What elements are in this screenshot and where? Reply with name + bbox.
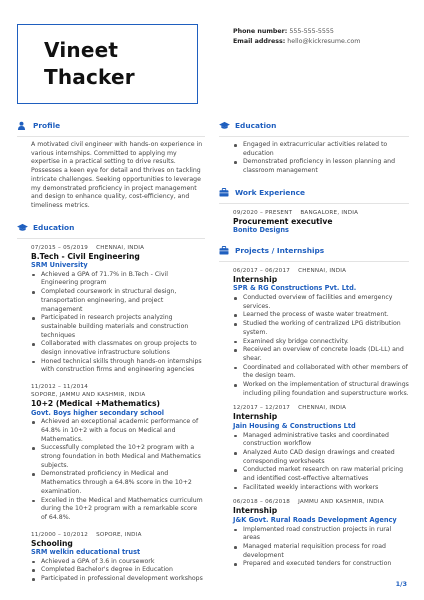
entry-org: SRM welkin educational trust [31, 548, 141, 557]
bullet-item: Studied the working of centralized LPG distribution system. [233, 320, 409, 337]
bullet-item: Learned the process of waste water treatment. [233, 311, 409, 320]
bullet-item: Examined sky bridge connectivity. [233, 338, 409, 347]
bullet-item: Achieved a GPA of 71.7% in B.Tech - Civil Engineering program [31, 271, 205, 288]
entry-meta [233, 498, 409, 506]
entry-title: Schooling [31, 538, 73, 548]
education-entry [17, 531, 205, 584]
projects-section-header [219, 244, 409, 257]
entry-meta [31, 531, 205, 539]
entry-location: CHENNAI, INDIA [96, 244, 145, 251]
entry-bullets [233, 432, 409, 493]
entry-org: Jain Housing & Constructions Ltd [233, 421, 356, 430]
profile-section-header [17, 119, 205, 132]
bullet-item: Demonstrated proficiency in Medical and Mathematics through a 64.8% score in the 10+2 examination. [31, 470, 205, 496]
entry-title: Internship [233, 412, 278, 422]
bullet-item: Engaged in extracurricular activities related to education [233, 141, 409, 158]
divider [219, 203, 409, 204]
entry-location: SOPORE, INDIA [96, 531, 142, 538]
bullet-item: Conducted market research on raw material pricing and identified cost-effective alternatives [233, 466, 409, 483]
section-title: Work Experience [235, 187, 306, 197]
bullet-item: Coordinated and collaborated with other members of the design team. [233, 364, 409, 381]
entry-location: SOPORE, JAMMU AND KASHMIR, INDIA [31, 392, 146, 399]
bullet-item: Participated in professional development workshops [31, 575, 205, 584]
project-entry [219, 404, 409, 492]
entry-bullets [233, 526, 409, 570]
entry-bullets [31, 418, 205, 522]
project-entry [219, 498, 409, 569]
contact-email [233, 37, 360, 47]
contact-phone [233, 27, 360, 37]
bullet-item: Successfully completed the 10+2 program with a strong foundation in both Medical and Mathematics subjects. [31, 444, 205, 470]
first-name: Vineet [44, 38, 119, 62]
entry-location: BANGALORE, INDIA [300, 209, 359, 216]
entry-dates: 11/2000 – 10/2012 [31, 531, 89, 538]
entry-location: CHENNAI, INDIA [298, 405, 347, 412]
entry-location: CHENNAI, INDIA [298, 267, 347, 274]
profile-text: A motivated civil engineer with hands-on experience in various internships. Committed to applying my expertise in a practical setting to drive results. Possesses a keen eye for detail and thrives on tackling intricate challenges. Seeking opportunities to leverage my demonstrated proficiency in project management and design to enhance quality, cost-efficiency, and timeliness metrics. [31, 141, 203, 209]
entry-title: Internship [233, 506, 278, 516]
entry-dates: 09/2020 – PRESENT [233, 209, 293, 216]
left-column [17, 119, 205, 584]
divider [17, 238, 205, 239]
person-icon [17, 121, 31, 130]
bullet-item: Managed material requisition process for road development [233, 543, 409, 560]
contact-info [233, 27, 360, 47]
contact-label: Phone number: [233, 28, 288, 35]
bullet-item: Conducted overview of facilities and emergency services. [233, 294, 409, 311]
contact-value[interactable]: hello@kickresume.com [287, 38, 361, 45]
divider [219, 136, 409, 137]
entry-dates: 06/2018 – 06/2018 [233, 499, 291, 506]
entry-org: SRM University [31, 261, 88, 270]
entry-bullets [233, 294, 409, 398]
section-title: Profile [33, 121, 61, 130]
right-column [219, 119, 409, 569]
entry-bullets [31, 271, 205, 375]
entry-dates: 12/2017 – 12/2017 [233, 405, 291, 412]
bullet-item: Worked on the implementation of structural drawings including piling foundation and superstructure works. [233, 381, 409, 398]
bullet-item: Facilitated weekly interactions with workers [233, 484, 409, 493]
entry-title: Procurement executive [233, 216, 333, 226]
bullet-item: Demonstrated proficiency in lesson planning and classroom management [233, 158, 409, 175]
bullet-item: Achieved a GPA of 3.6 in coursework [31, 558, 205, 567]
entry-meta [233, 209, 409, 217]
bullet-item: Honed technical skills through hands-on internships with construction firms and engineering agencies [31, 358, 205, 375]
project-entry [219, 267, 409, 399]
entry-org: SPR & RG Constructions Pvt. Ltd. [233, 284, 357, 293]
education-entry [17, 244, 205, 376]
entry-meta [233, 267, 409, 275]
bullet-item: Prepared and executed tenders for construction [233, 560, 409, 569]
entry-org: Bonito Designs [233, 226, 289, 235]
last-name: Thacker [44, 65, 135, 89]
bullet-item: Collaborated with classmates on group projects to design innovative infrastructure solutions [31, 340, 205, 357]
work-section-header [219, 186, 409, 199]
education-section-header [219, 119, 409, 132]
briefcase-icon [219, 246, 233, 255]
education-continued [219, 141, 409, 176]
entry-bullets [233, 141, 409, 176]
entry-title: B.Tech - Civil Engineering [31, 251, 140, 261]
entry-bullets [31, 558, 205, 584]
entry-dates: 11/2012 – 11/2014 [31, 384, 89, 391]
graduation-cap-icon [17, 223, 31, 232]
entry-org: J&K Govt. Rural Roads Development Agency [233, 515, 397, 524]
education-section-header [17, 221, 205, 234]
bullet-item: Completed coursework in structural design, transportation engineering, and project management [31, 288, 205, 314]
section-title: Projects / Internships [235, 245, 325, 255]
bullet-item: Implemented road construction projects in rural areas [233, 526, 409, 543]
bullet-item: Achieved an exceptional academic performance of 64.8% in 10+2 with a focus on Medical and Mathematics. [31, 418, 205, 444]
section-title: Education [33, 222, 75, 232]
bullet-item: Received an overview of concrete loads (DL-LL) and shear. [233, 346, 409, 363]
bullet-item: Completed Bachelor's degree in Education [31, 566, 205, 575]
entry-org: Govt. Boys higher secondary school [31, 408, 165, 417]
education-entry [17, 383, 205, 523]
contact-value: 555-555-5555 [289, 28, 334, 35]
name-box [17, 24, 198, 104]
bullet-item: Managed administrative tasks and coordinated construction workflow [233, 432, 409, 449]
briefcase-icon [219, 188, 233, 197]
contact-label: Email address: [233, 38, 286, 45]
bullet-item: Participated in research projects analyzing sustainable building materials and construction techniques [31, 314, 205, 340]
entry-meta [233, 404, 409, 412]
entry-dates: 06/2017 – 06/2017 [233, 267, 291, 274]
entry-dates: 07/2015 – 05/2019 [31, 244, 89, 251]
entry-title: Internship [233, 274, 278, 284]
bullet-item: Analyzed Auto CAD design drawings and created corresponding worksheets [233, 449, 409, 466]
graduation-cap-icon [219, 121, 233, 130]
section-title: Education [235, 121, 277, 130]
entry-meta [31, 244, 205, 252]
work-entry [219, 209, 409, 235]
divider [219, 261, 409, 262]
bullet-item: Excelled in the Medical and Mathematics curriculum during the 10+2 program with a remarkable score of 64.8%. [31, 497, 205, 523]
entry-meta [31, 383, 205, 391]
entry-location: JAMMU AND KASHMIR, INDIA [298, 499, 384, 506]
entry-title: 10+2 (Medical +Mathematics) [31, 399, 160, 409]
page-number: 1/3 [395, 580, 407, 588]
divider [17, 136, 205, 137]
